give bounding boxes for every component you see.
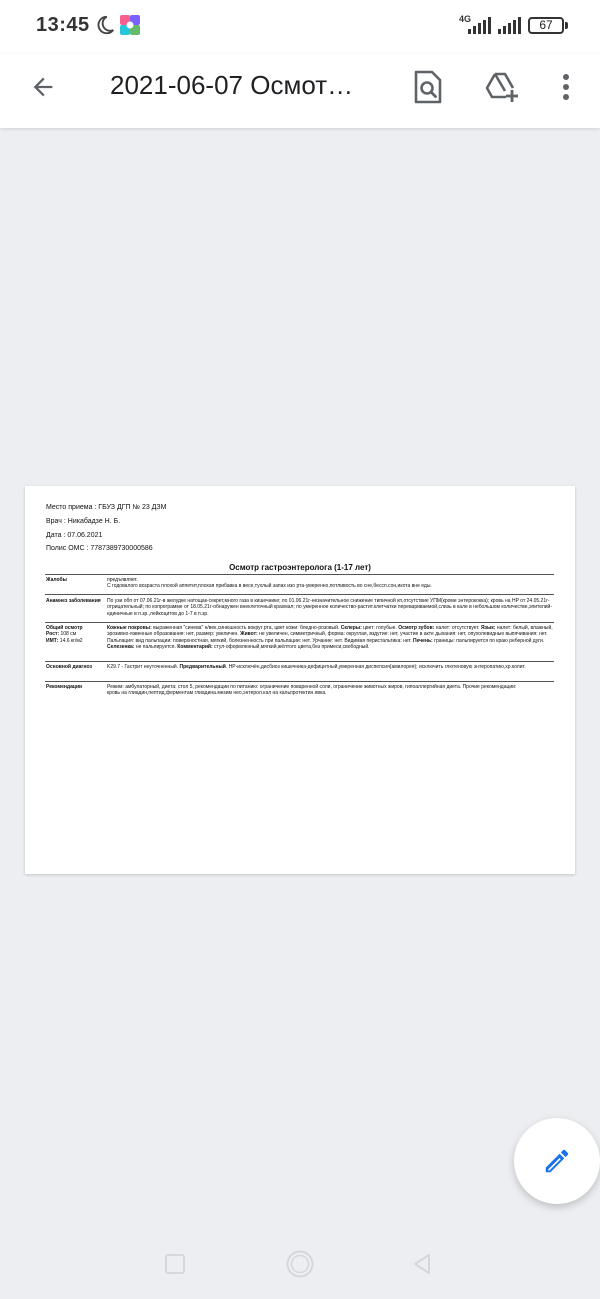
bold-run: Язык: [480,625,496,631]
row-label: Общий осмотр Рост: 108 см ИМТ: 14.6 кг/м2 [46,625,83,644]
more-options-button[interactable] [542,63,590,111]
document-title: 2021-06-07 Осмот… [110,70,354,100]
bold-run: Предварительный [179,664,226,670]
label-extra-value: 14.6 кг/м2 [58,637,83,644]
back-triangle-icon[interactable] [412,1253,432,1275]
row-content: Кожные покровы: выраженная "синева" н/век,синюшность вокруг рта, цвет кожи: бледно-розовый. Склеры: цвет: голубые. Осмотр зубов: налет: отсутствует. Язык: налет: белый, влажный, эрозивно-язвенные образования: нет, размер: увеличен. Живот: не увеличен, симметричный, форма: округлая, вздутие: нет, участие в акте дыхания: нет, опухолевидные выпячивания: нет. Пальпация: вид пальпации: поверхностная, мягкий, болезненность при пальпации: нет. Урчание: нет. Видимая перистальтика: нет. Печень: границы: пальпируется по краю реберной дуги. Селезенка: не пальпируется. Комментарий: стул-оформленный,мягкий,жёлтого цвета,без примеси,свободный. [107,625,553,650]
row-content: Режим: амбулаторный, диета: стол 5, рекомендации по питанию: ограничение поваренной соли, ограничение животных жиров, гипоаллергийная диета. Прочие рекомендации: кровь на глиадин,пептид,ферментам глиадина.мезим нео,энтерол.кал на кальпротектин.явка. [107,684,517,697]
meta-clinic: Место приема : ГБУЗ ДГП № 23 ДЗМ [46,504,167,511]
app-icon [120,15,140,35]
back-button[interactable] [22,66,64,108]
bold-run: Селезенка: [107,643,135,650]
status-bar [0,0,600,54]
bold-run: Осмотр зубов: [398,625,435,631]
row-label: Рекомендации [46,684,83,690]
edit-pencil-icon [542,1146,572,1176]
document-page [25,486,575,874]
add-to-drive-icon [484,71,520,103]
signal-icon-sim2 [496,16,522,36]
network-type-label: 4G [459,14,472,24]
divider [45,681,554,682]
battery-icon [528,17,564,34]
document-search-icon [413,70,443,104]
row-content: предъявляет. С годовалого возраста плохой аппетит,плохая прибавка в весе,тухлый запах изо рта-умеренно,потливость во сне,бесcп.сон,икота вне еды. [107,577,432,590]
bold-run: Комментарий: [177,643,213,650]
meta-policy: Полис ОМС : 7787389730000586 [46,545,153,552]
report-title: Осмотр гастроэнтеролога (1-17 лет) [229,563,371,572]
bold-run: Живот: [240,631,258,638]
row-content: По узи обп от 07.06.21г-в желудке натощак-секрет,много газа в кишечнике; по 01.06.21г-незначительное снижение типичной кп,отсутствие УПМ(кроме энтерококка); кровь на НР от 24.05.21г-отрицательный; по копрограмме от 18.05.21г-обнаружен внеклеточный крахмал; по умеренное количество-растит.клетчатки перевариваемой,слизь в кале в небольшом количестве,эпителий-единичные в п.зр.,лейкоцитов до 1-7 в п.зр. [107,598,553,617]
label-extra-value: 108 см [59,631,77,638]
meta-doctor: Врач : Никабадзе Н. Б. [46,518,121,525]
toolbar [0,54,600,128]
divider [45,622,554,623]
add-to-drive-button[interactable] [478,63,526,111]
divider [45,661,554,662]
row-label: Жалобы [46,577,67,583]
battery-tip [565,22,568,29]
status-time: 13:45 [36,14,90,36]
more-vert-icon [562,73,570,101]
find-in-document-button[interactable] [404,63,452,111]
divider [45,574,554,575]
moon-icon [94,14,116,36]
back-arrow-icon [29,73,57,101]
recents-square-icon[interactable] [165,1254,185,1274]
edit-fab-button[interactable] [514,1118,600,1204]
signal-icon [466,16,492,36]
row-content: K29.7 - Гастрит неуточненный. Предварительный. НР-исключён,дисбиоз кишечника-дефицитный,умеренная диспепсия(амилорея); исключить глютеновую энтеропатию,хр.колит. [107,664,526,670]
bold-run: Кожные покровы: [107,625,152,631]
home-circle-icon[interactable] [285,1249,315,1279]
meta-date: Дата : 07.06.2021 [46,532,103,539]
row-label: Анамнез заболевания [46,598,101,604]
bold-run: Склеры: [340,625,362,631]
row-label: Основной диагноз [46,664,92,670]
bold-run: Печень: [413,637,433,644]
battery-level: 67 [539,18,553,32]
divider [45,594,554,595]
